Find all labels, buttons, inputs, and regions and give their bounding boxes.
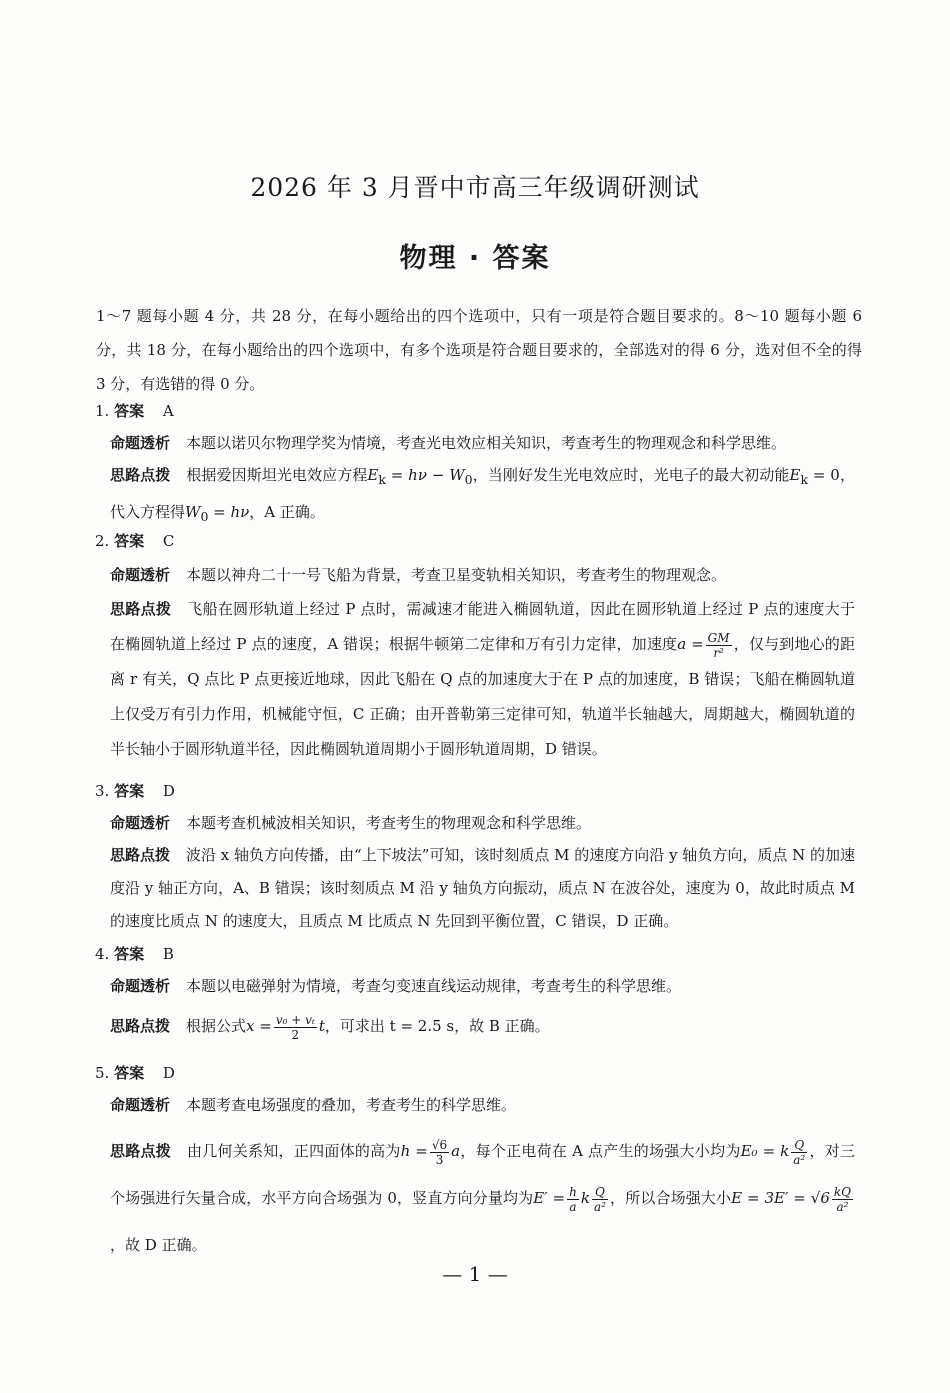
question-number: 1. — [95, 402, 110, 420]
hint-text: ，可求出 t = 2.5 s，故 B 正确。 — [324, 1017, 550, 1035]
question-3-hint — [110, 839, 855, 938]
intent-label: 命题透析 — [110, 814, 171, 832]
answer-label: 答案 — [114, 532, 145, 550]
instructions: 1～7 题每小题 4 分，共 28 分，在每小题给出的四个选项中，只有一项是符合题目要求的。8～10 题每小题 6 分，共 18 分，在每小题给出的四个选项中，有多个选项是符合题目要求的，全部选对的得 6 分，选对但不全的得 3 分，有选错的得 0 分。 — [96, 307, 862, 393]
formula-sub: 0 — [200, 509, 209, 524]
question-1-hint — [110, 459, 855, 533]
question-4-hint — [110, 1010, 855, 1043]
question-5-intent — [110, 1089, 855, 1122]
hint-text: 波沿 x 轴负方向传播，由“上下坡法”可知，该时刻质点 M 的速度方向沿 y 轴负方向，质点 N 的加速度沿 y 轴正方向，A、B 错误；该时刻质点 M 沿 y 轴负方向振动，质点 N 在波谷处，速度为 0，故此时质点 M 的速度比质点 N 的速度大，且质点 M 比质点 N 先回到平衡位置，C 错误，D 正确。 — [110, 846, 855, 930]
intent-text: 本题以电磁弹射为情境，考查匀变速直线运动规律，考查考生的科学思维。 — [186, 977, 682, 995]
hint-label: 思路点拨 — [110, 1142, 172, 1160]
fraction — [592, 1185, 608, 1214]
hint-text: ，故 D 正确。 — [110, 1236, 207, 1254]
hint-text: ，当刚好发生光电效应时，光电子的最大初动能 — [472, 466, 790, 484]
intent-text: 本题考查机械波相关知识，考查考生的物理观念和科学思维。 — [186, 814, 592, 832]
question-3-intent — [110, 807, 855, 840]
fraction-numerator: √6 — [431, 1137, 448, 1152]
hint-text: 根据爱因斯坦光电效应方程 — [186, 466, 368, 484]
question-2-answer — [95, 530, 174, 551]
hint-text: ，代入方程得 — [110, 466, 855, 521]
question-4-answer — [95, 943, 174, 964]
question-4-intent — [110, 970, 855, 1003]
fraction-denominator: a² — [593, 1199, 606, 1214]
page-title: 2026 年 3 月晋中市高三年级调研测试 — [250, 173, 700, 202]
intent-label: 命题透析 — [110, 566, 171, 584]
answer-label: 答案 — [114, 1064, 145, 1082]
fraction-numerator: kQ — [833, 1184, 851, 1199]
intent-text: 本题以神舟二十一号飞船为背景，考查卫星变轨相关知识，考查考生的物理观念。 — [186, 566, 727, 584]
formula: W — [185, 503, 201, 521]
formula: a = — [677, 635, 704, 653]
hint-text: 飞船在圆形轨道上经过 P 点时，需减速才能进入椭圆轨道，因此在圆形轨道上经过 P 点的速度大于在椭圆轨道上经过 P 点的速度，A 错误；根据牛顿第二定律和万有引力定律，加速度 — [110, 600, 855, 653]
question-1-answer — [95, 400, 174, 421]
answer-label: 答案 — [114, 782, 145, 800]
formula: E — [367, 466, 379, 484]
fraction-numerator: h — [569, 1184, 577, 1199]
answer-label: 答案 — [114, 402, 145, 420]
fraction-denominator: 2 — [291, 1027, 300, 1042]
hint-text: ，对三个场强进行矢量合成，水平方向合场强为 0，竖直方向分量均为 — [110, 1142, 855, 1207]
hint-text: ，仅与到地心的距离 r 有关，Q 点比 P 点更接近地球，因此飞船在 Q 点的加速度大于在 P 点的加速度，B 错误；飞船在椭圆轨道上仅受万有引力作用，机械能守恒，C 正确；由开普勒第三定律可知，轨道半长轴越大，周期越大，椭圆轨道的半长轴小于圆形轨道半径，因此椭圆轨道周期小于圆形轨道周期，D 错误。 — [110, 635, 855, 758]
fraction-denominator: a² — [836, 1199, 849, 1214]
formula: = hν — [208, 503, 250, 521]
fraction-denominator: r² — [713, 645, 724, 660]
answer-value: D — [162, 1064, 175, 1082]
hint-text: ，A 正确。 — [249, 503, 325, 521]
formula: h = — [400, 1142, 428, 1160]
fraction-denominator: a² — [793, 1152, 806, 1167]
hint-text: 由几何关系知，正四面体的高为 — [187, 1142, 401, 1160]
fraction-numerator: v₀ + vₜ — [275, 1012, 315, 1027]
formula: E′ = — [533, 1189, 566, 1207]
formula: k — [580, 1189, 590, 1207]
question-number: 4. — [95, 945, 110, 963]
hint-text: ，每个正电荷在 A 点产生的场强大小均为 — [460, 1142, 741, 1160]
hint-label: 思路点拨 — [110, 846, 171, 864]
formula-sub: k — [378, 472, 386, 487]
question-number: 2. — [95, 532, 110, 550]
question-number: 3. — [95, 782, 110, 800]
formula: E₀ = k — [740, 1142, 790, 1160]
fraction — [706, 631, 732, 660]
answer-value: B — [162, 945, 174, 963]
hint-label: 思路点拨 — [110, 466, 171, 484]
intent-label: 命题透析 — [110, 434, 171, 452]
intent-text: 本题以诺贝尔物理学奖为情境，考查光电效应相关知识，考查考生的物理观念和科学思维。 — [186, 434, 787, 452]
fraction — [567, 1185, 579, 1214]
formula: x = — [246, 1017, 272, 1035]
formula: = hν − W — [385, 466, 465, 484]
hint-text: ，所以合场强大小 — [609, 1189, 732, 1207]
fraction-numerator: Q — [791, 1138, 807, 1153]
question-number: 5. — [95, 1064, 110, 1082]
question-5-answer — [95, 1062, 175, 1083]
hint-label: 思路点拨 — [110, 600, 172, 618]
question-2-intent — [110, 559, 855, 592]
fraction — [832, 1185, 853, 1214]
fraction-numerator: Q — [592, 1185, 608, 1200]
intent-text: 本题考查电场强度的叠加，考查考生的科学思维。 — [186, 1096, 517, 1114]
answer-value: A — [162, 402, 174, 420]
intent-label: 命题透析 — [110, 977, 171, 995]
question-3-answer — [95, 780, 175, 801]
formula: E — [789, 466, 801, 484]
fraction-denominator: a — [569, 1199, 577, 1214]
answer-label: 答案 — [114, 945, 145, 963]
formula-sub: 0 — [464, 472, 473, 487]
page-subtitle: 物理 · 答案 — [399, 243, 551, 274]
hint-text: 根据公式 — [186, 1017, 247, 1035]
answer-value: C — [162, 532, 175, 550]
formula-sub: k — [800, 472, 809, 487]
page-number: — 1 — — [442, 1262, 508, 1286]
formula: t — [318, 1017, 325, 1035]
fraction-denominator: 3 — [435, 1152, 444, 1167]
question-1-intent — [110, 427, 855, 460]
fraction — [430, 1138, 449, 1167]
formula: a — [451, 1142, 461, 1160]
fraction-numerator: GM — [707, 630, 730, 645]
hint-label: 思路点拨 — [110, 1017, 171, 1035]
intent-label: 命题透析 — [110, 1096, 171, 1114]
question-2-hint — [110, 592, 855, 767]
question-5-hint — [110, 1128, 855, 1269]
fraction — [274, 1013, 317, 1042]
answer-value: D — [162, 782, 175, 800]
fraction — [791, 1138, 807, 1167]
formula: E = 3E′ = √6 — [731, 1189, 830, 1207]
formula: = 0 — [808, 466, 840, 484]
